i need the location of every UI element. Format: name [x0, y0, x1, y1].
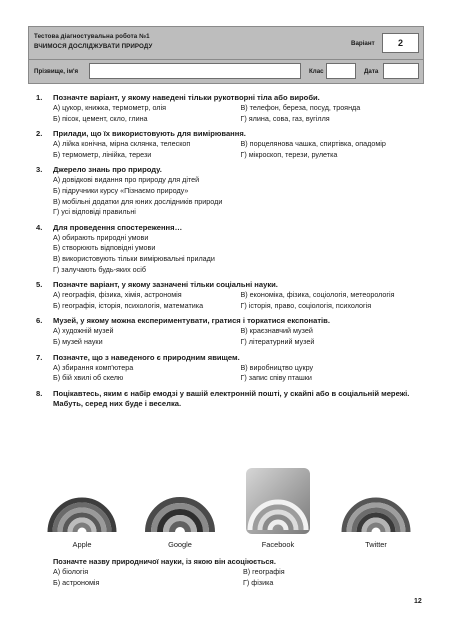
rainbow-icon [140, 466, 220, 536]
answer-option-v[interactable]: В) виробництво цукру [240, 362, 314, 372]
question-6 [36, 316, 428, 347]
answer-option-b[interactable]: Б) географія, історія, психологія, математика [53, 300, 204, 310]
question-4 [36, 223, 428, 275]
answer-options [53, 363, 428, 384]
question-list [36, 93, 428, 414]
answer-option-a[interactable]: А) біологія [53, 567, 89, 576]
question-text: Поцікавтесь, яким є набір емодзі у вашій електронній пошті, у скайпі або в соціальній мережі. Мабуть, серед них буде і веселка. [53, 388, 410, 408]
question-text: Джерело знань про природу. [53, 165, 162, 175]
answer-option-g[interactable]: Г) фізика [243, 577, 274, 587]
logo-label: Google [168, 540, 192, 549]
logo-label: Twitter [365, 540, 387, 549]
answer-option-v[interactable]: В) використовують тільки вимірювальні прилади [53, 253, 215, 263]
question-5 [36, 280, 428, 311]
variant-field[interactable]: 2 [382, 33, 419, 53]
logo-label: Apple [72, 540, 92, 549]
question-text: Позначте, що з наведеного є природним явищем. [53, 352, 240, 362]
question-8 [36, 389, 428, 409]
answer-option-v[interactable]: В) телефон, береза, посуд, троянда [240, 103, 361, 112]
answer-option-g[interactable]: Г) мікроскоп, терези, рулетка [240, 149, 338, 159]
question-3 [36, 165, 428, 217]
rainbow-emoji-set [36, 466, 428, 556]
answer-option-g[interactable]: Г) усі відповіді правильні [53, 207, 136, 217]
class-field[interactable] [326, 63, 356, 79]
answer-option-g[interactable]: Г) залучають будь-яких осіб [53, 264, 146, 274]
answer-option-a[interactable]: А) довідкові видання про природу для дітей [53, 175, 200, 185]
question-text: Позначте варіант, у якому зазначені тільки соціальні науки. [53, 280, 278, 290]
answer-option-a[interactable]: А) лійка конічна, мірна склянка, телескоп [53, 139, 191, 149]
question-number: 3. [36, 165, 43, 175]
question-text: Прилади, що їх використовують для вимірювання. [53, 129, 246, 139]
answer-options [53, 567, 433, 588]
answer-option-g[interactable]: Г) історія, право, соціологія, психологія [240, 300, 372, 310]
test-subtitle: ВЧИМОСЯ ДОСЛІДЖУВАТИ ПРИРОДУ [34, 43, 153, 50]
answer-option-a[interactable]: А) збирання комп'ютера [53, 362, 134, 372]
answer-options [53, 103, 428, 124]
answer-option-b[interactable]: Б) пісок, цемент, скло, глина [53, 113, 148, 123]
question-text: Музей, у якому можна експериментувати, гратися і торкатися експонатів. [53, 316, 330, 326]
answer-option-a[interactable]: А) цукор, книжка, термометр, олія [53, 103, 166, 112]
date-field[interactable] [383, 63, 419, 79]
rainbow-twitter [336, 466, 416, 549]
question-8-subquestion [53, 557, 433, 588]
header-divider [29, 59, 423, 60]
rainbow-apple [42, 466, 122, 549]
answer-options [53, 326, 428, 347]
rainbow-icon [336, 466, 416, 536]
rainbow-icon [238, 466, 318, 536]
name-field[interactable] [89, 63, 301, 79]
test-title: Тестова діагностувальна робота №1 [34, 33, 150, 40]
answer-options [53, 233, 428, 275]
answer-options [53, 290, 428, 311]
answer-option-v[interactable]: В) географія [243, 567, 285, 576]
question-number: 4. [36, 222, 43, 232]
date-label: Дата [364, 68, 379, 75]
answer-option-a[interactable]: А) обирають природні умови [53, 232, 149, 242]
answer-option-v[interactable]: В) мобільні додатки для юних дослідників природи [53, 196, 223, 206]
variant-label: Варіант [351, 40, 375, 47]
answer-option-v[interactable]: В) економіка, фізика, соціологія, метеорологія [240, 290, 395, 300]
class-label: Клас [309, 68, 324, 75]
answer-option-a[interactable]: А) художній музей [53, 326, 114, 336]
answer-option-a[interactable]: А) географія, фізика, хімія, астрономія [53, 290, 182, 300]
question-number: 1. [36, 93, 43, 102]
rainbow-google [140, 466, 220, 549]
answer-option-b[interactable]: Б) термометр, лінійка, терези [53, 149, 152, 159]
answer-option-g[interactable]: Г) літературний музей [240, 336, 315, 346]
logo-label: Facebook [261, 540, 295, 549]
answer-option-v[interactable]: В) краєзнавчий музей [240, 326, 313, 336]
test-header [28, 26, 424, 84]
question-7 [36, 353, 428, 384]
answer-option-b[interactable]: Б) бій хвилі об скелю [53, 373, 124, 383]
answer-option-b[interactable]: Б) створюють відповідні умови [53, 243, 156, 253]
question-number: 8. [36, 388, 43, 398]
question-number: 5. [36, 280, 43, 290]
question-text: Для проведення спостереження… [53, 222, 183, 232]
subquestion-text: Позначте назву природничої науки, із якою він асоціюється. [53, 557, 276, 566]
page-number: 12 [414, 598, 422, 605]
answer-options [53, 139, 428, 160]
answer-options [53, 175, 428, 217]
answer-option-g[interactable]: Г) запис співу пташки [240, 373, 312, 383]
name-label: Прізвище, ім'я [34, 68, 79, 75]
answer-option-b[interactable]: Б) музей науки [53, 336, 103, 346]
question-number: 2. [36, 129, 43, 139]
rainbow-facebook [238, 466, 318, 549]
answer-option-v[interactable]: В) порцелянова чашка, спиртівка, опадомір [240, 139, 386, 149]
question-1 [36, 93, 428, 124]
question-2 [36, 129, 428, 160]
rainbow-icon [42, 466, 122, 536]
answer-option-b[interactable]: Б) підручники курсу «Пізнаємо природу» [53, 185, 189, 195]
answer-option-g[interactable]: Г) ялина, сова, газ, вугілля [240, 113, 330, 123]
answer-option-b[interactable]: Б) астрономія [53, 577, 100, 587]
question-text: Позначте варіант, у якому наведені тільки рукотворні тіла або вироби. [53, 93, 320, 102]
question-number: 6. [36, 316, 43, 326]
question-number: 7. [36, 352, 43, 362]
